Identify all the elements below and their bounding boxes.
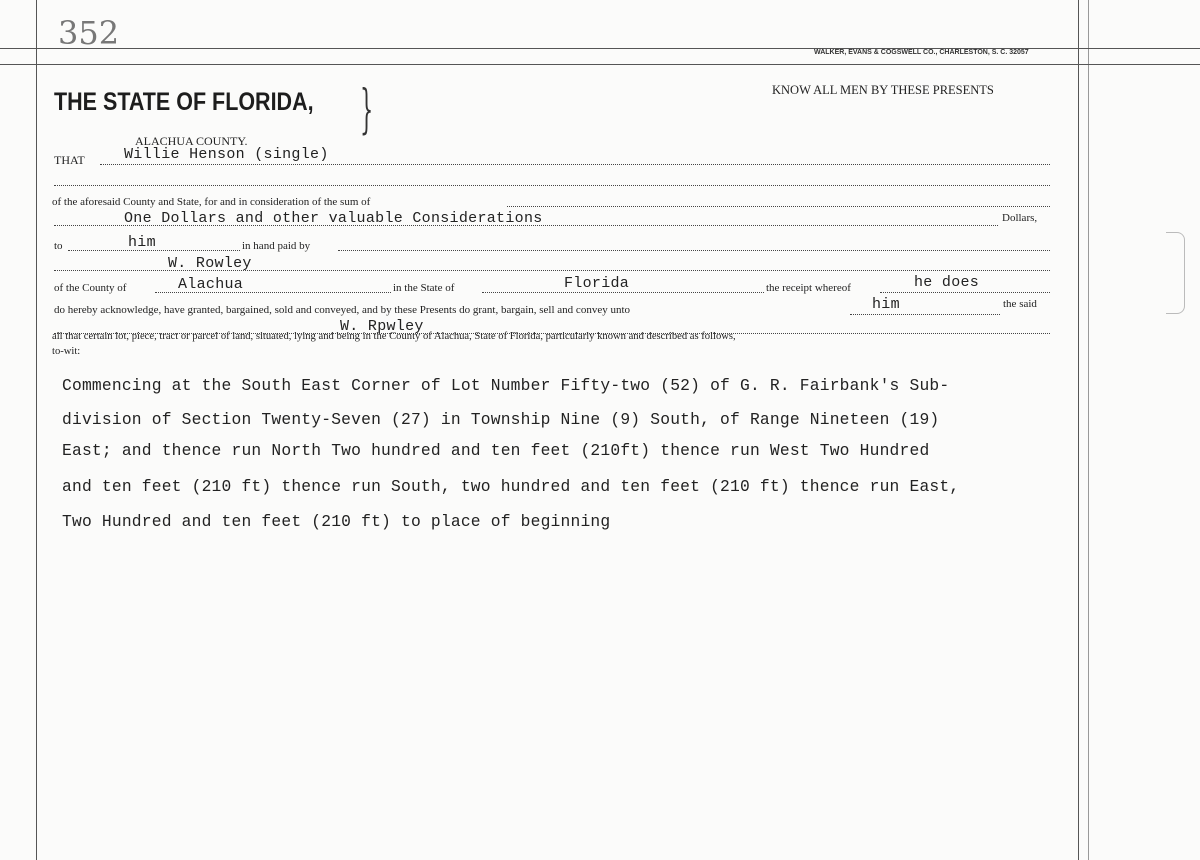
description-line-3: East; and thence run North Two hundred and ten feet (210ft) thence run West Two Hundred [62, 441, 930, 460]
receipt-line [880, 292, 1050, 293]
printer-imprint: WALKER, EVANS & COGSWELL CO., CHARLESTON, S. C. 32057 [814, 49, 1029, 56]
in-hand-line [338, 250, 1050, 251]
left-margin-line [36, 0, 37, 860]
right-margin-line-2 [1088, 0, 1089, 860]
county-of-label: of the County of [54, 282, 127, 294]
consideration-label: of the aforesaid County and State, for and in consideration of the sum of [52, 196, 371, 208]
state-line [482, 292, 764, 293]
know-all-men: KNOW ALL MEN BY THESE PRESENTS [772, 83, 994, 97]
grantee-state: Florida [564, 275, 630, 292]
state-title: THE STATE OF FLORIDA, [54, 88, 314, 116]
consideration-line [507, 206, 1050, 207]
top-rule-2 [0, 64, 1200, 65]
description-line-2: division of Section Twenty-Seven (27) in Township Nine (9) South, of Range Nineteen (19) [62, 410, 940, 429]
county-label: ALACHUA COUNTY. [135, 134, 248, 148]
to-label: to [54, 240, 63, 252]
description-line-1: Commencing at the South East Corner of Lot Number Fifty-two (52) of G. R. Fairbank's Sub- [62, 376, 950, 395]
land-text-2: to-wit: [52, 346, 81, 357]
convey-line [850, 314, 1000, 315]
grantor-line [100, 164, 1050, 165]
description-line-4: and ten feet (210 ft) thence run South, two hundred and ten feet (210 ft) thence run East, [62, 477, 960, 496]
grantee-name: W. Rowley [168, 255, 252, 272]
state-of-label: in the State of [393, 282, 455, 294]
dollars-label: Dollars, [1002, 212, 1038, 224]
land-text-1: all that certain lot, piece, tract or parcel of land, situated, lying and being in the County of Alachua, State of Florida, particularly known and described as follows, [52, 331, 736, 342]
description-line-5: Two Hundred and ten feet (210 ft) to place of beginning [62, 512, 611, 531]
that-label: THAT [54, 153, 85, 167]
binding-mark [1166, 232, 1185, 314]
payee-value: him [128, 234, 156, 251]
grantee-repeat: W. Rpwley [340, 318, 424, 335]
brace-icon: } [360, 80, 374, 140]
grantee-county: Alachua [178, 276, 244, 293]
receipt-value: he does [914, 274, 980, 291]
right-margin-line [1078, 0, 1079, 860]
grantor-name: Willie Henson (single) [124, 146, 329, 163]
sum-value: One Dollars and other valuable Considerations [124, 210, 543, 227]
in-hand-label: in hand paid by [242, 240, 311, 252]
receipt-label: the receipt whereof [766, 282, 851, 294]
acknowledge-text: do hereby acknowledge, have granted, bargained, sold and conveyed, and by these Presents do grant, bargain, sell and convey unto [54, 304, 631, 316]
convey-to: him [872, 296, 900, 313]
the-said-label: the said [1003, 298, 1037, 310]
blank-line-1 [54, 185, 1050, 186]
page-number: 352 [58, 14, 120, 52]
